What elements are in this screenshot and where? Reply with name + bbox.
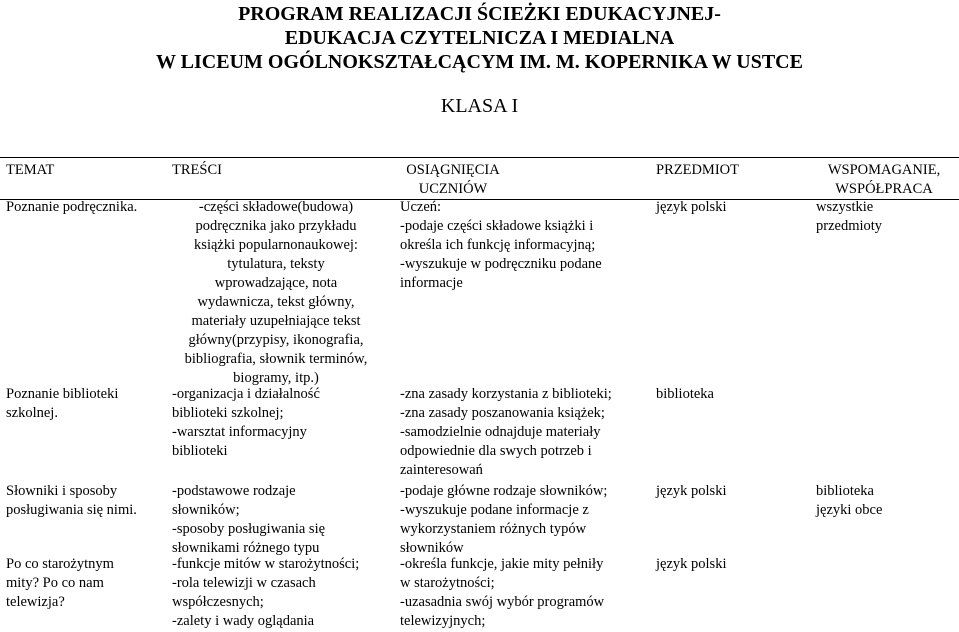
row-3-tresci-line: -podstawowe rodzaje: [172, 483, 296, 499]
row-1-tresci-line: biogramy, itp.): [233, 370, 319, 386]
class-label: KLASA I: [440, 95, 519, 117]
row-1-przedmiot: [656, 198, 726, 217]
row-4-temat-line: telewizja?: [6, 594, 65, 610]
row-1-tresci-line: bibliografia, słownik terminów,: [184, 351, 368, 367]
row-4-temat-line: mity? Po co nam: [6, 575, 104, 591]
row-3-przedmiot-line: język polski: [656, 483, 727, 499]
header-wspomaganie-line: WSPOMAGANIE,: [827, 162, 941, 178]
row-4-osiagniecia-line: w starożytności;: [400, 575, 495, 591]
row-3-temat: [6, 482, 137, 520]
row-2-osiagniecia-line: -zna zasady poszanowania książek;: [400, 405, 605, 421]
row-1-tresci-line: tytulatura, teksty: [227, 256, 325, 272]
row-3-wspomaganie: [816, 482, 882, 520]
row-1-tresci-line: główny(przypisy, ikonografia,: [188, 332, 364, 348]
row-1-tresci-line: podręcznika jako przykładu: [195, 218, 357, 234]
header-osiagniecia-line: OSIĄGNIĘCIA: [406, 162, 500, 178]
row-2-temat-line: szkolnej.: [6, 405, 58, 421]
row-2-tresci-line: -organizacja i działalność: [172, 386, 320, 402]
header-tresci-line: TREŚCI: [172, 162, 222, 178]
row-1-osiagniecia-line: określa ich funkcję informacyjną;: [400, 237, 596, 253]
document-title: [0, 2, 959, 74]
row-1-osiagniecia-line: informacje: [400, 275, 463, 291]
row-4-przedmiot: [656, 555, 726, 574]
row-3-osiagniecia-line: wykorzystaniem różnych typów: [400, 521, 587, 537]
row-1-temat: [6, 198, 137, 217]
row-1-tresci-line: -części składowe(budowa): [198, 199, 354, 215]
row-1-osiagniecia-line: Uczeń:: [400, 199, 442, 215]
header-temat-line: TEMAT: [6, 162, 55, 178]
row-2-osiagniecia-line: -samodzielnie odnajduje materiały: [400, 424, 601, 440]
row-1-temat-line: Poznanie podręcznika.: [6, 199, 138, 215]
title-line-2: EDUKACJA CZYTELNICZA I MEDIALNA: [284, 27, 675, 49]
header-temat: [6, 161, 54, 180]
row-4-tresci-line: -rola telewizji w czasach: [172, 575, 316, 591]
row-4-osiagniecia-line: -określa funkcje, jakie mity pełniły: [400, 556, 604, 572]
row-1-wspomaganie-line: przedmioty: [816, 218, 883, 234]
row-3-tresci-line: słowników;: [172, 502, 240, 518]
row-1-tresci-line: książki popularnonaukowej:: [194, 237, 358, 253]
row-1-osiagniecia-line: -wyszukuje w podręczniku podane: [400, 256, 602, 272]
row-2-przedmiot-line: biblioteka: [656, 386, 714, 402]
row-3-temat-line: Słowniki i sposoby: [6, 483, 118, 499]
row-3-tresci-line: słownikami różnego typu: [172, 540, 320, 556]
row-1-osiagniecia-line: -podaje części składowe książki i: [400, 218, 594, 234]
header-wspomaganie: [814, 161, 954, 199]
row-2-osiagniecia-line: odpowiednie dla swych potrzeb i: [400, 443, 592, 459]
row-2-temat: [6, 385, 118, 423]
row-4-osiagniecia: [400, 555, 604, 631]
title-line-3: W LICEUM OGÓLNOKSZTAŁCĄCYM IM. M. KOPERNIKA W USTCE: [156, 51, 803, 73]
row-4-tresci: [172, 555, 359, 631]
row-1-przedmiot-line: język polski: [656, 199, 727, 215]
row-2-osiagniecia-line: zainteresowań: [400, 462, 483, 478]
row-2-temat-line: Poznanie biblioteki: [6, 386, 119, 402]
header-wspomaganie-line: WSPÓŁPRACA: [835, 181, 933, 197]
row-3-tresci-line: -sposoby posługiwania się: [172, 521, 326, 537]
row-3-osiagniecia-line: -podaje główne rodzaje słowników;: [400, 483, 608, 499]
row-1-osiagniecia: [400, 198, 602, 293]
row-1-tresci-line: wprowadzające, nota: [214, 275, 338, 291]
title-line-1: PROGRAM REALIZACJI ŚCIEŻKI EDUKACYJNEJ-: [238, 3, 721, 25]
header-osiagniecia-line: UCZNIÓW: [418, 181, 488, 197]
row-4-temat: [6, 555, 114, 612]
row-3-wspomaganie-line: języki obce: [816, 502, 883, 518]
row-4-temat-line: Po co starożytnym: [6, 556, 114, 572]
row-3-przedmiot: [656, 482, 726, 501]
row-1-wspomaganie-line: wszystkie: [816, 199, 874, 215]
row-2-tresci-line: biblioteki: [172, 443, 228, 459]
row-3-osiagniecia: [400, 482, 607, 558]
row-4-tresci-line: -funkcje mitów w starożytności;: [172, 556, 360, 572]
row-3-osiagniecia-line: -wyszukuje podane informacje z: [400, 502, 589, 518]
row-1-tresci-line: materiały uzupełniające tekst: [191, 313, 361, 329]
row-4-przedmiot-line: język polski: [656, 556, 727, 572]
row-3-wspomaganie-line: biblioteka: [816, 483, 874, 499]
row-2-przedmiot: [656, 385, 714, 404]
row-2-tresci: [172, 385, 320, 461]
row-3-osiagniecia-line: słowników: [400, 540, 464, 556]
row-3-tresci: [172, 482, 325, 558]
header-tresci: [172, 161, 222, 180]
row-4-tresci-line: współczesnych;: [172, 594, 264, 610]
row-1-tresci: [160, 198, 392, 388]
header-przedmiot-line: PRZEDMIOT: [656, 162, 739, 178]
header-osiagniecia: [400, 161, 506, 199]
row-3-temat-line: posługiwania się nimi.: [6, 502, 137, 518]
row-2-tresci-line: -warsztat informacyjny: [172, 424, 307, 440]
row-4-osiagniecia-line: -uzasadnia swój wybór programów: [400, 594, 605, 610]
row-2-osiagniecia-line: -zna zasady korzystania z biblioteki;: [400, 386, 612, 402]
row-2-tresci-line: biblioteki szkolnej;: [172, 405, 284, 421]
row-1-tresci-line: wydawnicza, tekst główny,: [197, 294, 355, 310]
header-przedmiot: [656, 161, 739, 180]
row-4-tresci-line: -zalety i wady oglądania: [172, 613, 315, 629]
row-2-osiagniecia: [400, 385, 612, 480]
row-1-wspomaganie: [816, 198, 882, 236]
row-4-osiagniecia-line: telewizyjnych;: [400, 613, 486, 629]
